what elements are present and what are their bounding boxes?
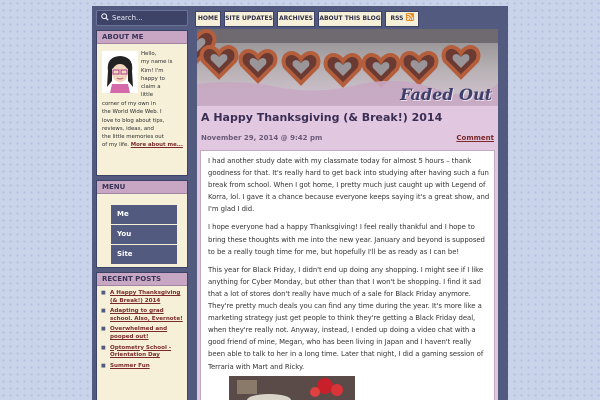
about-line: Hello, <box>141 51 157 57</box>
about-line: the World Wide Web. I <box>102 109 162 116</box>
about-line: happy to <box>141 75 165 82</box>
about-line: love to blog about tips, <box>102 117 165 124</box>
menu-box <box>96 180 188 268</box>
post-body <box>200 150 495 400</box>
post-paragraph: This year for Black Friday, I didn't end up doing any shopping. I might see if I like anything for Cyber Monday, but other than that I won't be shopping. I find it sad that a lot of stores don't really have much of a sale for Black Friday anymore. They're pretty much deals you can find any time during the year. It's more like a marketing strategy just get people to think they're getting a Black Friday deal, when they're really not. Anyway, instead, I ended up doing a video chat with a good friend of mine, Megan, who has been living in Japan and I haven't really been able to talk to her in a long time. Later that night, I did a gaming session of Terraria with Mart and Ricky. <box>208 265 484 371</box>
about-line: little <box>141 92 154 99</box>
recent-posts-list <box>101 290 186 373</box>
blog-brand-logo: Faded Out <box>400 85 492 104</box>
post-content-frame <box>197 147 498 400</box>
list-item <box>101 308 186 323</box>
avatar <box>102 51 138 93</box>
recent-post-link[interactable]: Summer Fun <box>110 362 150 369</box>
menu-item-me[interactable]: Me <box>111 205 177 224</box>
about-line: Kim! I'm <box>141 67 164 74</box>
nav-rss-label: RSS <box>390 15 404 22</box>
recent-post-link[interactable]: A Happy Thanksgiving (& Break!) 2014 <box>110 290 181 304</box>
more-about-me-link[interactable]: More about me... <box>130 142 183 149</box>
recent-post-link[interactable]: Overwhelmed and pooped out! <box>110 326 168 340</box>
about-line: corner of my own in <box>102 101 156 107</box>
about-me-text-cont <box>102 100 188 150</box>
menu-list <box>111 205 177 265</box>
about-line: my name is <box>141 59 173 66</box>
recent-post-link[interactable]: Adapting to grad school. Also, Evernote! <box>110 308 183 322</box>
search-placeholder: Search... <box>112 14 143 22</box>
about-line: of my life. <box>102 142 129 149</box>
menu-item-site[interactable]: Site <box>111 245 177 264</box>
recent-post-link[interactable]: Optometry School - Orientation Day <box>110 344 172 359</box>
about-line: claim a <box>141 84 161 91</box>
comment-link[interactable]: Comment <box>456 134 494 142</box>
list-item <box>101 345 186 360</box>
post-paragraph: I hope everyone had a happy Thanksgiving! I feel really thankful and I hope to bring these thoughts with me into the new year. January and beyond is supposed to be a really tough time for me, but hopefully I'll be as ready as I can be! <box>208 223 485 256</box>
menu-item-you[interactable]: You <box>111 225 177 244</box>
about-line: reviews, ideas, and <box>102 125 154 132</box>
post-title[interactable]: A Happy Thanksgiving (& Break!) 2014 <box>197 106 498 130</box>
menu-heading: MENU <box>97 181 187 194</box>
about-me-box <box>96 30 188 176</box>
nav-site-updates[interactable]: SITE UPDATES <box>224 11 274 27</box>
recent-posts-box <box>96 272 188 400</box>
post-photo <box>229 376 355 400</box>
about-me-heading: ABOUT ME <box>97 31 187 44</box>
search-icon <box>101 13 109 21</box>
list-item <box>101 363 186 371</box>
list-item <box>101 290 186 305</box>
about-line: the little memories out <box>102 134 164 141</box>
search-input[interactable] <box>96 10 188 26</box>
post-date: November 29, 2014 @ 9:42 pm <box>201 134 323 142</box>
list-item <box>101 326 186 341</box>
nav-home[interactable]: HOME <box>195 11 221 27</box>
rss-icon <box>406 13 414 21</box>
post-paragraph: I had another study date with my classmate today for almost 5 hours – thank goodness for that. It's really hard to get back into studying after having such a fun break from school. When I got home, I pretty much just caught up with Legend of Korra, lol. I gave it a chance because everyone keeps saying it's a great show, and I'm glad I did. <box>208 157 490 214</box>
nav-rss[interactable] <box>385 11 419 27</box>
nav-about-this-blog[interactable]: ABOUT THIS BLOG <box>318 11 382 27</box>
recent-posts-heading: RECENT POSTS <box>97 273 187 286</box>
nav-archives[interactable]: ARCHIVES <box>277 11 315 27</box>
post-meta <box>197 130 498 147</box>
about-me-text <box>141 50 187 100</box>
header-banner <box>197 29 498 106</box>
